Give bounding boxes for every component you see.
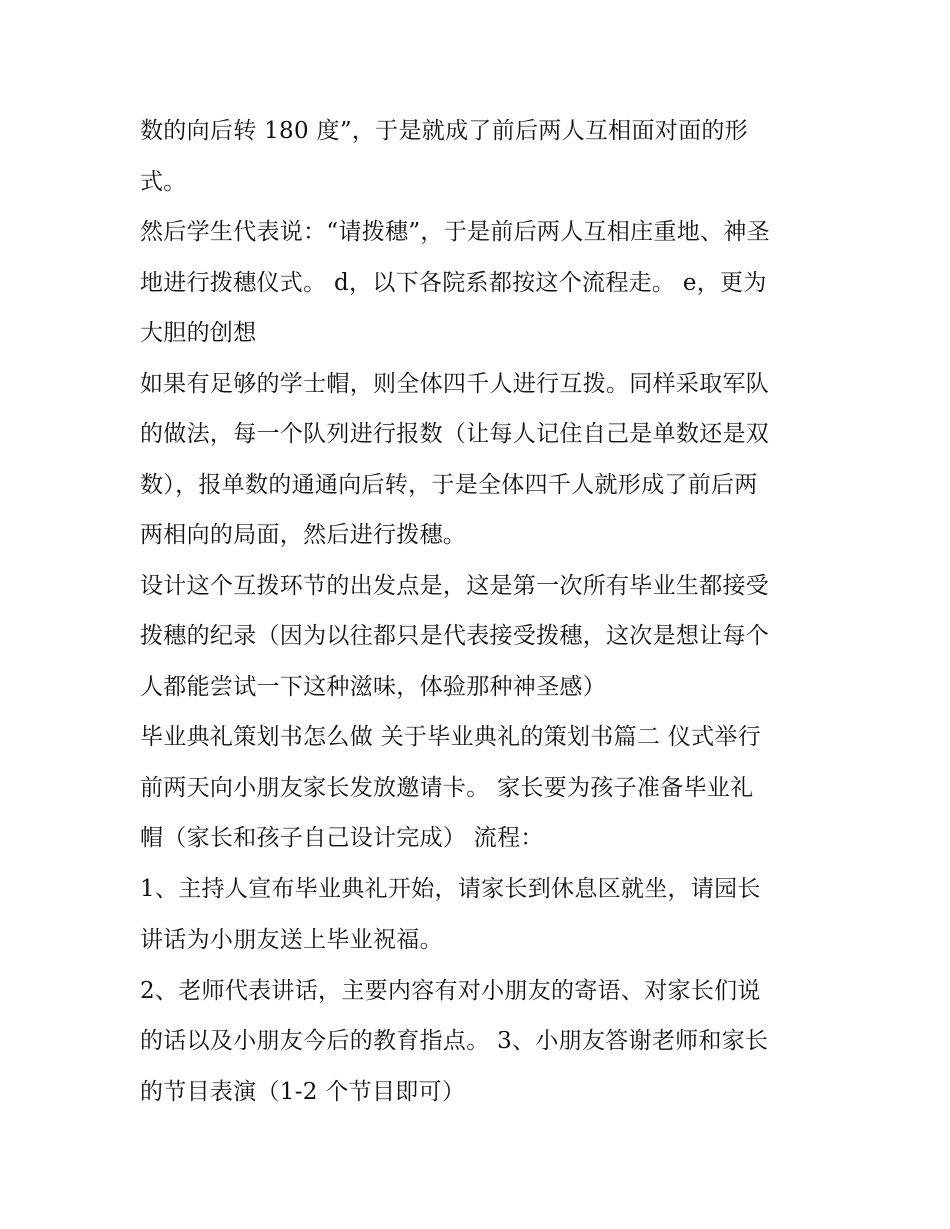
text-line: 2、老师代表讲话，主要内容有对小朋友的寄语、对家长们说 [140,978,761,1004]
text-line: 数的向后转 180 度”，于是就成了前后两人互相面对面的形 [140,118,748,144]
text-line: 的节目表演（1-2 个节目即可） [140,1079,466,1105]
text-line: 毕业典礼策划书怎么做 关于毕业典礼的策划书篇二 仪式举行 [140,724,762,750]
text-line: 的话以及小朋友今后的教育指点。 3、小朋友答谢老师和家长 [140,1028,769,1054]
text-line: 两相向的局面，然后进行拨穗。 [140,522,467,548]
text-line: 设计这个互拨环节的出发点是，这是第一次所有毕业生都接受 [140,573,770,599]
text-line: 大胆的创想 [140,320,257,346]
text-line: 如果有足够的学士帽，则全体四千人进行互拨。同样采取军队 [140,371,770,397]
text-line: 人都能尝试一下这种滋味，体验那种神圣感） [140,674,606,700]
text-line: 1、主持人宣布毕业典礼开始，请家长到休息区就坐，请园长 [140,876,761,902]
text-line: 拨穗的纪录（因为以往都只是代表接受拨穗，这次是想让每个 [140,623,770,649]
text-line: 讲话为小朋友送上毕业祝福。 [140,927,443,953]
text-line: 前两天向小朋友家长发放邀请卡。 家长要为孩子准备毕业礼 [140,775,754,801]
text-line: 的做法，每一个队列进行报数（让每人记住自己是单数还是双 [140,421,770,447]
text-line: 地进行拨穗仪式。 d，以下各院系都按这个流程走。 e，更为 [140,270,767,296]
text-line: 然后学生代表说：“请拨穗”，于是前后两人互相庄重地、神圣 [140,219,770,245]
text-line: 数），报单数的通通向后转，于是全体四千人就形成了前后两 [140,472,758,498]
text-line: 式。 [140,169,187,195]
text-line: 帽（家长和孩子自己设计完成） 流程： [140,825,544,851]
